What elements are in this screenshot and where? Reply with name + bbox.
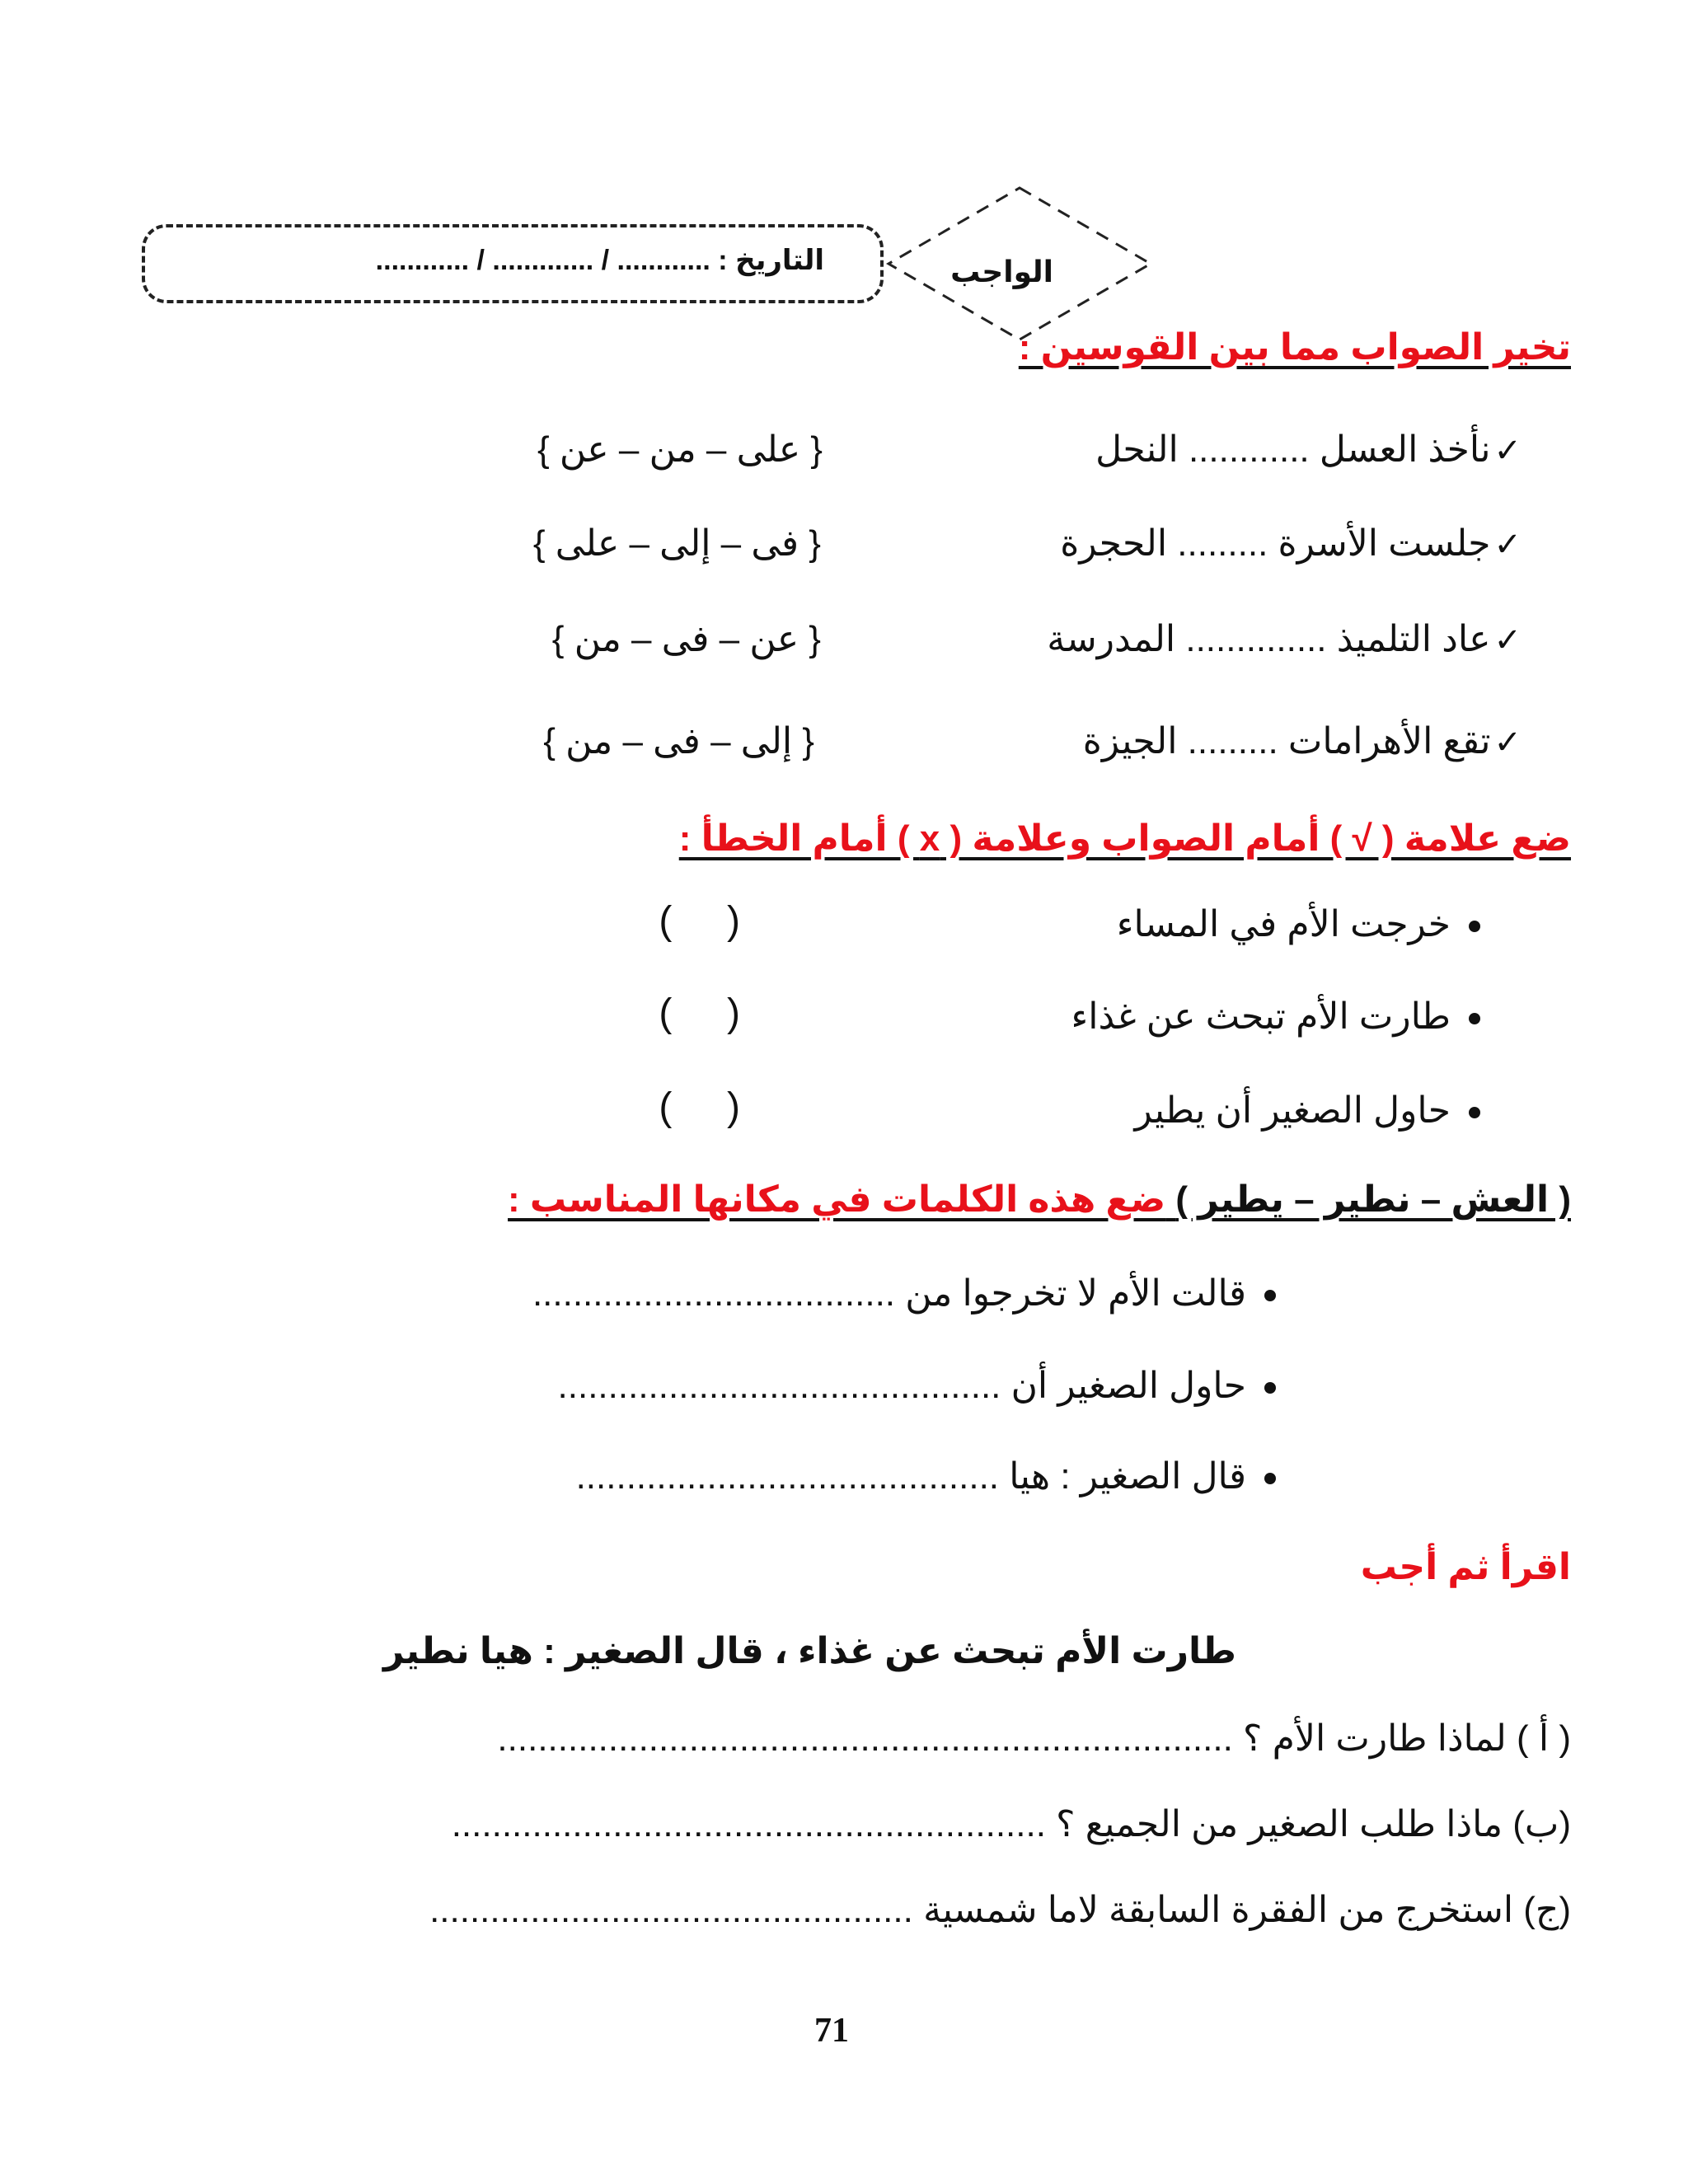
item-text: قالت الأم لا تخرجوا من .................................... [532,1273,1246,1314]
item-text: حاول الصغير أن يطير [1134,1090,1451,1131]
bullet-icon [1469,921,1480,932]
reading-passage: طارت الأم تبحث عن غذاء ، قال الصغير : هيا نطير [382,1631,1236,1671]
page-number: 71 [814,2012,849,2050]
item-text: قال الصغير : هيا .......................................... [575,1456,1246,1497]
answer-box-1: ( ) [659,899,740,943]
section3-heading [508,1179,1571,1221]
item-text: عاد التلميذ .............. المدرسة [1047,619,1491,659]
item-text: نأخذ العسل ............ النحل [1095,429,1491,470]
section2-item-1 [1117,903,1480,945]
check-icon: ✓ [1493,527,1522,563]
section2-item-3 [1135,1090,1481,1132]
section1-options-4: { إلى – فى – من } [543,721,814,762]
item-text: حاول الصغير أن ............................................ [557,1366,1246,1406]
section1-title: تخير الصواب مما بين القوسين : [1018,327,1571,368]
section1-options-1: { على – من – عن } [537,429,823,470]
section1-item-1 [1095,429,1522,471]
section3-title: ضع هذه الكلمات في مكانها المناسب : [508,1179,1166,1220]
word-bank: ( العش – نطير – يطير ) [1175,1179,1571,1220]
item-text: خرجت الأم في المساء [1116,904,1451,944]
item-text: جلست الأسرة ......... الحجرة [1060,523,1491,564]
item-text: تقع الأهرامات ......... الجيزة [1082,721,1491,762]
bullet-icon [1469,1107,1480,1118]
bullet-icon [1264,1290,1276,1301]
section1-item-4 [1083,720,1522,762]
question-c: (ج) استخرج من الفقرة السابقة لاما شمسية ................................................ [429,1890,1571,1930]
bullet-icon [1469,1013,1480,1024]
answer-box-2: ( ) [659,991,740,1035]
answer-box-3: ( ) [659,1085,740,1129]
section2-item-2 [1071,996,1480,1038]
bullet-icon [1264,1473,1276,1484]
section1-item-2 [1060,523,1522,565]
question-b: (ب) ماذا طلب الصغير من الجميع ؟ ........................................................... [451,1804,1571,1844]
section4-title: اقرأ ثم أجب [1360,1547,1571,1587]
homework-title: الواجب [950,255,1053,288]
section1-options-3: { عن – فى – من } [551,619,821,659]
section2-title: ضع علامة ( √ ) أمام الصواب وعلامة ( x ) أمام الخطأ : [678,818,1571,859]
date-line: التاريخ : ............ / ............. / ............ [375,245,824,276]
section3-item-3 [576,1455,1276,1497]
question-a: ( أ ) لماذا طارت الأم ؟ ......................................................................... [497,1718,1571,1759]
check-icon: ✓ [1493,622,1522,658]
check-icon: ✓ [1493,433,1522,469]
check-icon: ✓ [1493,724,1522,761]
section1-options-2: { فى – إلى – على } [532,523,821,564]
section1-item-3 [1047,618,1522,660]
section3-item-1 [532,1272,1276,1315]
item-text: طارت الأم تبحث عن غذاء [1071,996,1451,1037]
bullet-icon [1264,1382,1276,1394]
section3-item-2 [558,1365,1276,1407]
